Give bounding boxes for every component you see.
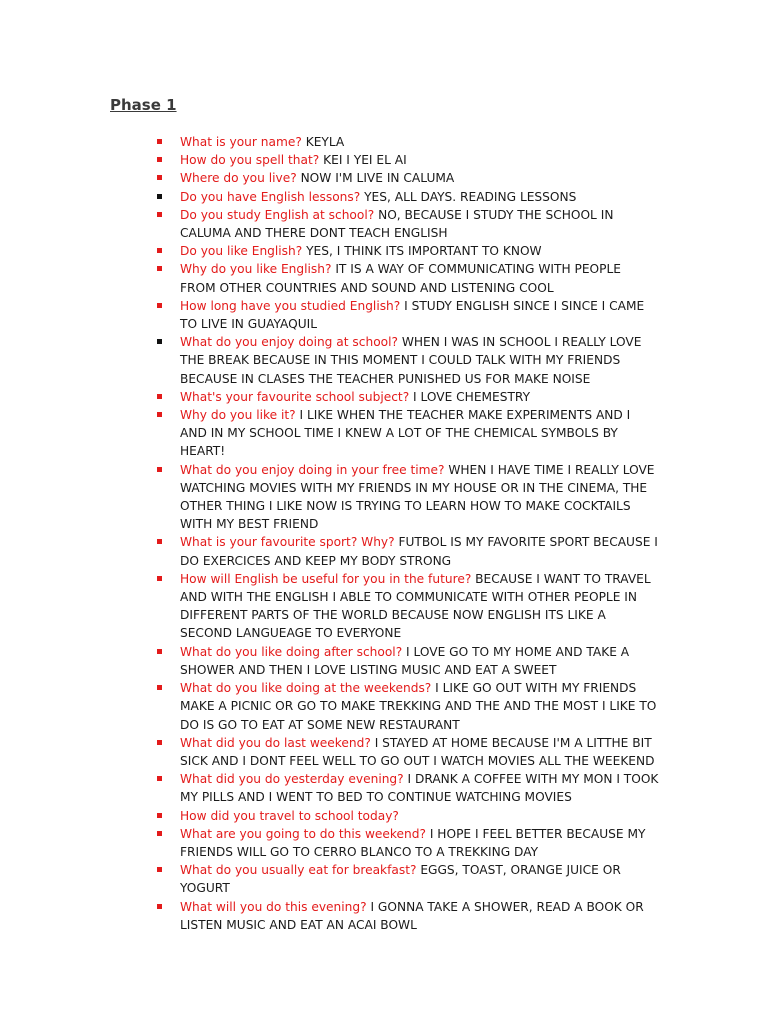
question-text: How long have you studied English? bbox=[180, 298, 401, 313]
square-bullet-icon bbox=[157, 212, 162, 217]
list-item bbox=[180, 898, 660, 934]
question-text: Where do you live? bbox=[180, 171, 297, 186]
list-item bbox=[180, 388, 660, 406]
square-bullet-icon bbox=[157, 157, 162, 162]
list-item bbox=[180, 169, 660, 187]
question-text: Why do you like it? bbox=[180, 408, 296, 423]
question-text: What will you do this evening? bbox=[180, 899, 367, 914]
question-text: What is your favourite sport? Why? bbox=[180, 535, 395, 550]
list-item bbox=[180, 643, 660, 679]
square-bullet-icon bbox=[157, 539, 162, 544]
square-bullet-icon bbox=[157, 339, 162, 344]
page-title: Phase 1 bbox=[110, 96, 177, 114]
square-bullet-icon bbox=[157, 248, 162, 253]
answer-text: WHEN I HAVE TIME I REALLY LOVE WATCHING MOVIES WITH MY FRIENDS IN MY HOUSE OR IN THE CINEMA, THE OTHER THING I LIKE NOW IS TRYING TO LEARN HOW TO MAKE COCKTAILS WITH MY BEST FRIEND bbox=[180, 462, 655, 532]
question-text: What do you usually eat for breakfast? bbox=[180, 863, 417, 878]
square-bullet-icon bbox=[157, 649, 162, 654]
question-text: What do you enjoy doing in your free time? bbox=[180, 462, 445, 477]
question-text: How did you travel to school today? bbox=[180, 808, 399, 823]
question-text: How will English be useful for you in the future? bbox=[180, 571, 472, 586]
list-item bbox=[180, 570, 660, 643]
list-item bbox=[180, 825, 660, 861]
answer-text: KEI I YEI EL AI bbox=[323, 153, 407, 168]
list-item bbox=[180, 679, 660, 734]
answer-text: FUTBOL IS MY FAVORITE SPORT BECAUSE I DO EXERCICES AND KEEP MY BODY STRONG bbox=[180, 535, 658, 568]
answer-text: BECAUSE I WANT TO TRAVEL AND WITH THE ENGLISH I ABLE TO COMMUNICATE WITH OTHER PEOPLE IN DIFFERENT PARTS OF THE WORLD BECAUSE NOW ENGLISH ITS LIKE A SECOND LANGUEAGE TO EVERYONE bbox=[180, 571, 651, 641]
list-item bbox=[180, 734, 660, 770]
square-bullet-icon bbox=[157, 175, 162, 180]
list-item bbox=[180, 188, 660, 206]
list-item bbox=[180, 260, 660, 296]
question-text: What do you like doing at the weekends? bbox=[180, 681, 432, 696]
answer-text: NOW I'M LIVE IN CALUMA bbox=[300, 171, 455, 186]
question-text: What is your name? bbox=[180, 135, 302, 149]
question-text: What are you going to do this weekend? bbox=[180, 826, 426, 841]
list-item bbox=[180, 206, 660, 242]
square-bullet-icon bbox=[157, 776, 162, 781]
question-text: Do you have English lessons? bbox=[180, 189, 361, 204]
answer-text: I STUDY ENGLISH SINCE I SINCE I CAME TO LIVE IN GUAYAQUIL bbox=[180, 298, 645, 332]
list-item bbox=[180, 461, 660, 534]
question-text: What did you do last weekend? bbox=[180, 735, 371, 750]
question-answer-list bbox=[180, 133, 660, 934]
list-item bbox=[180, 242, 660, 260]
square-bullet-icon bbox=[157, 831, 162, 836]
square-bullet-icon bbox=[157, 904, 162, 909]
question-text: How do you spell that? bbox=[180, 153, 320, 168]
answer-text: I LOVE GO TO MY HOME AND TAKE A SHOWER AND THEN I LOVE LISTING MUSIC AND EAT A SWEET bbox=[180, 644, 630, 677]
list-item bbox=[180, 333, 660, 388]
square-bullet-icon bbox=[157, 394, 162, 399]
answer-text: WHEN I WAS IN SCHOOL I REALLY LOVE THE BREAK BECAUSE IN THIS MOMENT I COULD TALK WITH MY FRIENDS BECAUSE IN CLASES THE TEACHER PUNISHED US FOR MAKE NOISE bbox=[180, 335, 642, 386]
question-text: What's your favourite school subject? bbox=[180, 389, 410, 404]
question-text: Do you study English at school? bbox=[180, 207, 375, 222]
answer-text: NO, BECAUSE I STUDY THE SCHOOL IN CALUMA AND THERE DONT TEACH ENGLISH bbox=[180, 207, 614, 241]
answer-text: I HOPE I FEEL BETTER BECAUSE MY FRIENDS WILL GO TO CERRO BLANCO TO A TREKKING DAY bbox=[180, 826, 646, 859]
answer-text: I STAYED AT HOME BECAUSE I'M A LITTHE BIT SICK AND I DONT FEEL WELL TO GO OUT I WATCH MOVIES ALL THE WEEKEND bbox=[180, 735, 655, 768]
square-bullet-icon bbox=[157, 266, 162, 271]
list-item bbox=[180, 133, 660, 151]
square-bullet-icon bbox=[157, 813, 162, 818]
question-text: What do you enjoy doing at school? bbox=[180, 335, 398, 350]
answer-text: I GONNA TAKE A SHOWER, READ A BOOK OR LISTEN MUSIC AND EAT AN ACAI BOWL bbox=[180, 899, 644, 932]
square-bullet-icon bbox=[157, 740, 162, 745]
answer-text: YES, I THINK ITS IMPORTANT TO KNOW bbox=[306, 244, 542, 259]
question-text: What do you like doing after school? bbox=[180, 644, 403, 659]
answer-text: I LIKE WHEN THE TEACHER MAKE EXPERIMENTS AND I AND IN MY SCHOOL TIME I KNEW A LOT OF THE CHEMICAL SYMBOLS BY HEART! bbox=[180, 408, 631, 459]
square-bullet-icon bbox=[157, 867, 162, 872]
square-bullet-icon bbox=[157, 576, 162, 581]
answer-text: YES, ALL DAYS. READING LESSONS bbox=[364, 189, 577, 204]
list-item bbox=[180, 807, 660, 825]
list-item bbox=[180, 406, 660, 461]
square-bullet-icon bbox=[157, 303, 162, 308]
list-item bbox=[180, 297, 660, 333]
answer-text: I DRANK A COFFEE WITH MY MON I TOOK MY PILLS AND I WENT TO BED TO CONTINUE WATCHING MOVIES bbox=[180, 772, 659, 805]
list-item bbox=[180, 151, 660, 169]
square-bullet-icon bbox=[157, 467, 162, 472]
list-item bbox=[180, 861, 660, 897]
square-bullet-icon bbox=[157, 139, 162, 144]
answer-text: KEYLA bbox=[305, 135, 345, 149]
question-text: Why do you like English? bbox=[180, 262, 332, 277]
question-text: What did you do yesterday evening? bbox=[180, 772, 404, 787]
answer-text: I LIKE GO OUT WITH MY FRIENDS MAKE A PICNIC OR GO TO MAKE TREKKING AND THE AND THE MOST I LIKE TO DO IS GO TO EAT AT SOME NEW RESTAURANT bbox=[180, 681, 657, 732]
answer-text: I LOVE CHEMESTRY bbox=[413, 389, 531, 404]
square-bullet-icon bbox=[157, 685, 162, 690]
answer-text: EGGS, TOAST, ORANGE JUICE OR YOGURT bbox=[180, 863, 621, 896]
list-item bbox=[180, 770, 660, 806]
list-item bbox=[180, 533, 660, 569]
square-bullet-icon bbox=[157, 194, 162, 199]
square-bullet-icon bbox=[157, 412, 162, 417]
question-text: Do you like English? bbox=[180, 244, 303, 259]
answer-text: IT IS A WAY OF COMMUNICATING WITH PEOPLE FROM OTHER COUNTRIES AND SOUND AND LISTENING COOL bbox=[180, 262, 621, 295]
